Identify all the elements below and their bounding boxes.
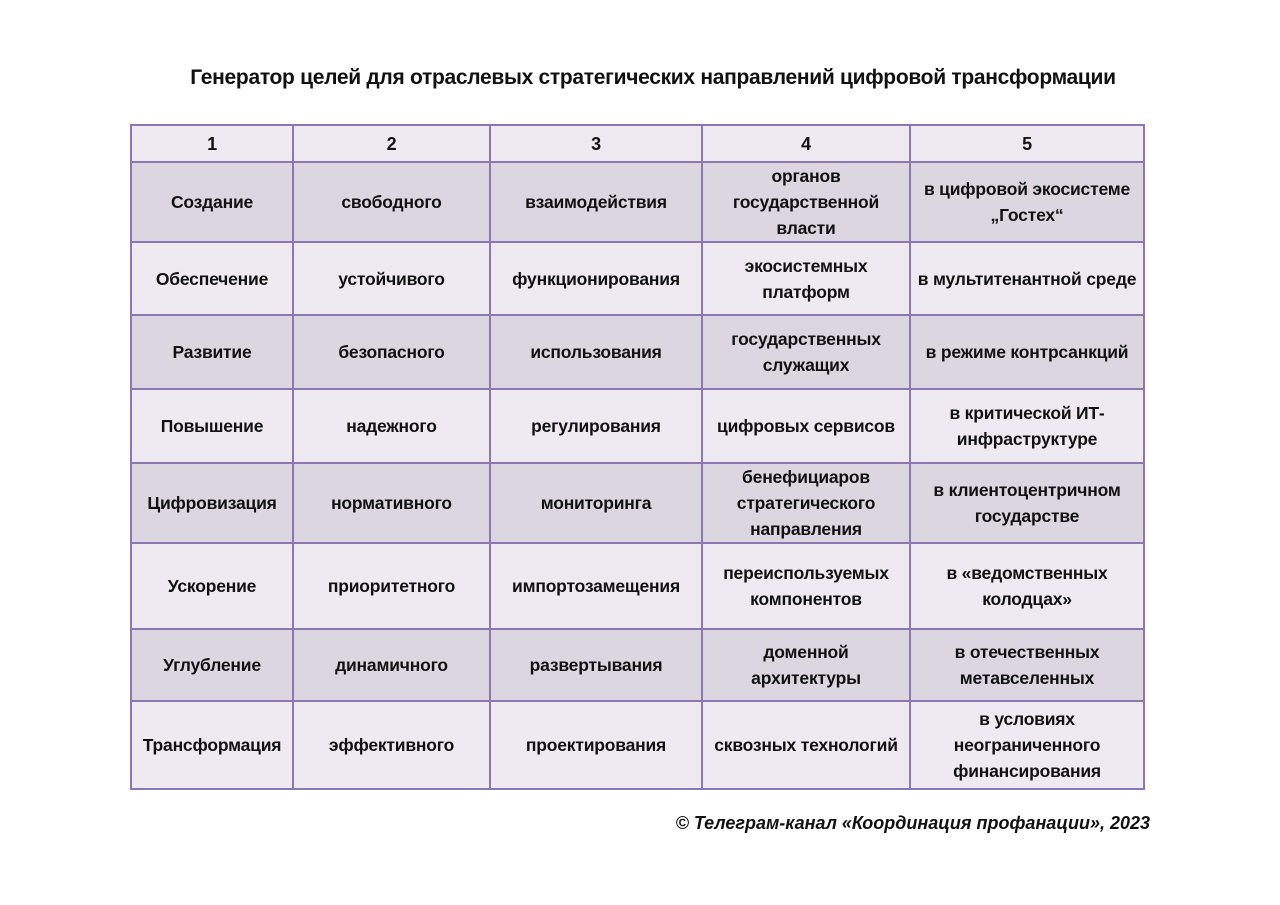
table-cell: безопасного — [293, 315, 490, 389]
table-cell: Цифровизация — [131, 463, 293, 543]
column-header-3: 3 — [490, 125, 702, 162]
table-row — [131, 389, 1144, 463]
table-cell: развертывания — [490, 629, 702, 701]
table-cell: в мультитенантной среде — [910, 242, 1144, 315]
column-header-5: 5 — [910, 125, 1144, 162]
table-cell: в клиентоцентричном государстве — [910, 463, 1144, 543]
table-cell: нормативного — [293, 463, 490, 543]
table-row — [131, 315, 1144, 389]
table-cell: динамичного — [293, 629, 490, 701]
column-header-2: 2 — [293, 125, 490, 162]
table-cell: приоритетного — [293, 543, 490, 629]
table-cell: Углубление — [131, 629, 293, 701]
table-cell: функционирования — [490, 242, 702, 315]
table-row — [131, 543, 1144, 629]
table-row — [131, 629, 1144, 701]
table-cell: регулирования — [490, 389, 702, 463]
table-cell: мониторинга — [490, 463, 702, 543]
table-cell: органов государственной власти — [702, 162, 910, 242]
table-cell: Ускорение — [131, 543, 293, 629]
table-cell: Развитие — [131, 315, 293, 389]
table-cell: импортозамещения — [490, 543, 702, 629]
table-cell: Обеспечение — [131, 242, 293, 315]
table-cell: доменной архитектуры — [702, 629, 910, 701]
table-cell: устойчивого — [293, 242, 490, 315]
table-cell: в цифровой экосистеме „Гостех“ — [910, 162, 1144, 242]
table-cell: свободного — [293, 162, 490, 242]
table-row — [131, 701, 1144, 789]
table-cell: в режиме контрсанкций — [910, 315, 1144, 389]
table-header-row — [131, 125, 1144, 162]
goals-table — [130, 124, 1145, 790]
table-cell: бенефициаров стратегического направления — [702, 463, 910, 543]
table-row — [131, 463, 1144, 543]
table-cell: использования — [490, 315, 702, 389]
table-cell: в условиях неограниченного финансирования — [910, 701, 1144, 789]
table-cell: цифровых сервисов — [702, 389, 910, 463]
table-cell: эффективного — [293, 701, 490, 789]
column-header-1: 1 — [131, 125, 293, 162]
page-title: Генератор целей для отраслевых стратегических направлений цифровой трансформации — [190, 66, 1116, 89]
table-row — [131, 242, 1144, 315]
table-cell: Создание — [131, 162, 293, 242]
copyright-notice: © Телеграм-канал «Координация профанации», 2023 — [675, 813, 1150, 833]
table-cell: в критической ИТ-инфраструктуре — [910, 389, 1144, 463]
table-cell: в отечественных метавселенных — [910, 629, 1144, 701]
table-cell: Повышение — [131, 389, 293, 463]
table-cell: надежного — [293, 389, 490, 463]
table-cell: экосистемных платформ — [702, 242, 910, 315]
table-cell: взаимодействия — [490, 162, 702, 242]
table-cell: проектирования — [490, 701, 702, 789]
table-cell: сквозных технологий — [702, 701, 910, 789]
table-cell: переиспользуемых компонентов — [702, 543, 910, 629]
table-cell: Трансформация — [131, 701, 293, 789]
column-header-4: 4 — [702, 125, 910, 162]
table-cell: в «ведомственных колодцах» — [910, 543, 1144, 629]
table-row — [131, 162, 1144, 242]
table-cell: государственных служащих — [702, 315, 910, 389]
